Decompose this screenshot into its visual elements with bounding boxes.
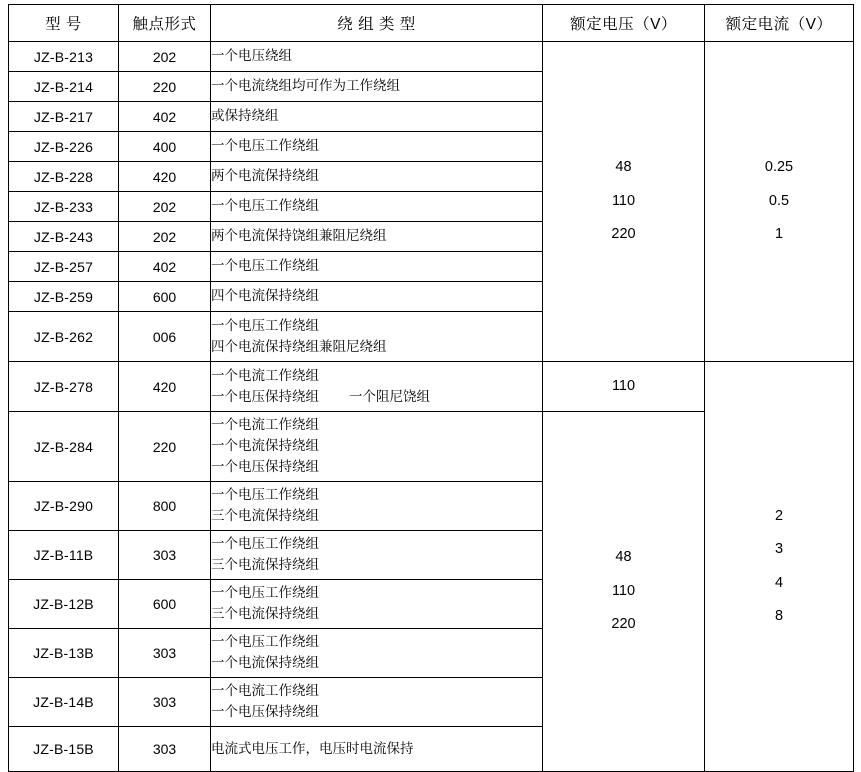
cell-model: JZ-B-290 <box>9 482 119 531</box>
cell-model: JZ-B-14B <box>9 678 119 727</box>
header-contact: 触点形式 <box>119 5 211 42</box>
cell-winding: 两个电流保持绕组 <box>211 162 543 192</box>
cell-voltage-group-1: 48 110 220 <box>543 42 705 362</box>
cell-contact: 202 <box>119 42 211 72</box>
cell-contact: 303 <box>119 678 211 727</box>
cell-model: JZ-B-214 <box>9 72 119 102</box>
header-model: 型 号 <box>9 5 119 42</box>
cell-contact: 402 <box>119 252 211 282</box>
cell-model: JZ-B-12B <box>9 580 119 629</box>
cell-winding: 一个电流工作绕组 一个电流保持绕组 一个电压保持绕组 <box>211 412 543 482</box>
cell-winding: 四个电流保持绕组 <box>211 282 543 312</box>
cell-contact: 303 <box>119 629 211 678</box>
cell-contact: 400 <box>119 132 211 162</box>
cell-contact: 006 <box>119 312 211 362</box>
cell-model: JZ-B-233 <box>9 192 119 222</box>
cell-winding: 一个电压工作绕组 <box>211 192 543 222</box>
cell-model: JZ-B-226 <box>9 132 119 162</box>
cell-model: JZ-B-217 <box>9 102 119 132</box>
header-current: 额定电流（V） <box>705 5 854 42</box>
header-voltage: 额定电压（V） <box>543 5 705 42</box>
cell-winding: 一个电压绕组 <box>211 42 543 72</box>
cell-model: JZ-B-262 <box>9 312 119 362</box>
cell-contact: 402 <box>119 102 211 132</box>
cell-contact: 420 <box>119 162 211 192</box>
cell-winding: 一个电流工作绕组 一个电压保持绕组 一个阻尼饶组 <box>211 362 543 412</box>
cell-model: JZ-B-15B <box>9 727 119 772</box>
cell-contact: 420 <box>119 362 211 412</box>
cell-voltage-group-3: 48 110 220 <box>543 412 705 772</box>
cell-model: JZ-B-284 <box>9 412 119 482</box>
cell-contact: 202 <box>119 222 211 252</box>
cell-contact: 220 <box>119 412 211 482</box>
cell-contact: 600 <box>119 282 211 312</box>
cell-winding: 或保持绕组 <box>211 102 543 132</box>
table-row <box>9 362 854 412</box>
header-winding: 绕 组 类 型 <box>211 5 543 42</box>
cell-model: JZ-B-213 <box>9 42 119 72</box>
cell-model: JZ-B-228 <box>9 162 119 192</box>
cell-contact: 303 <box>119 727 211 772</box>
cell-winding: 电流式电压工作，电压时电流保持 <box>211 727 543 772</box>
cell-model: JZ-B-13B <box>9 629 119 678</box>
specification-table <box>8 4 854 772</box>
table-row <box>9 42 854 72</box>
cell-contact: 202 <box>119 192 211 222</box>
cell-winding: 一个电压工作绕组 三个电流保持绕组 <box>211 580 543 629</box>
cell-winding: 一个电流工作绕组 一个电压保持绕组 <box>211 678 543 727</box>
cell-winding: 一个电压工作绕组 <box>211 252 543 282</box>
cell-winding: 一个电压工作绕组 一个电流保持绕组 <box>211 629 543 678</box>
cell-winding: 一个电压工作绕组 <box>211 132 543 162</box>
cell-contact: 303 <box>119 531 211 580</box>
cell-contact: 600 <box>119 580 211 629</box>
cell-model: JZ-B-243 <box>9 222 119 252</box>
cell-winding: 两个电流保持饶组兼阻尼绕组 <box>211 222 543 252</box>
cell-model: JZ-B-257 <box>9 252 119 282</box>
cell-winding: 一个电压工作绕组 三个电流保持绕组 <box>211 482 543 531</box>
table-header-row <box>9 5 854 42</box>
cell-contact: 220 <box>119 72 211 102</box>
cell-current-group-2: 2 3 4 8 <box>705 362 854 772</box>
cell-voltage-group-2: 110 <box>543 362 705 412</box>
cell-contact: 800 <box>119 482 211 531</box>
cell-current-group-1: 0.25 0.5 1 <box>705 42 854 362</box>
cell-winding: 一个电流绕组均可作为工作绕组 <box>211 72 543 102</box>
cell-model: JZ-B-278 <box>9 362 119 412</box>
cell-winding: 一个电压工作绕组 三个电流保持绕组 <box>211 531 543 580</box>
cell-model: JZ-B-259 <box>9 282 119 312</box>
cell-model: JZ-B-11B <box>9 531 119 580</box>
cell-winding: 一个电压工作绕组 四个电流保持绕组兼阻尼绕组 <box>211 312 543 362</box>
